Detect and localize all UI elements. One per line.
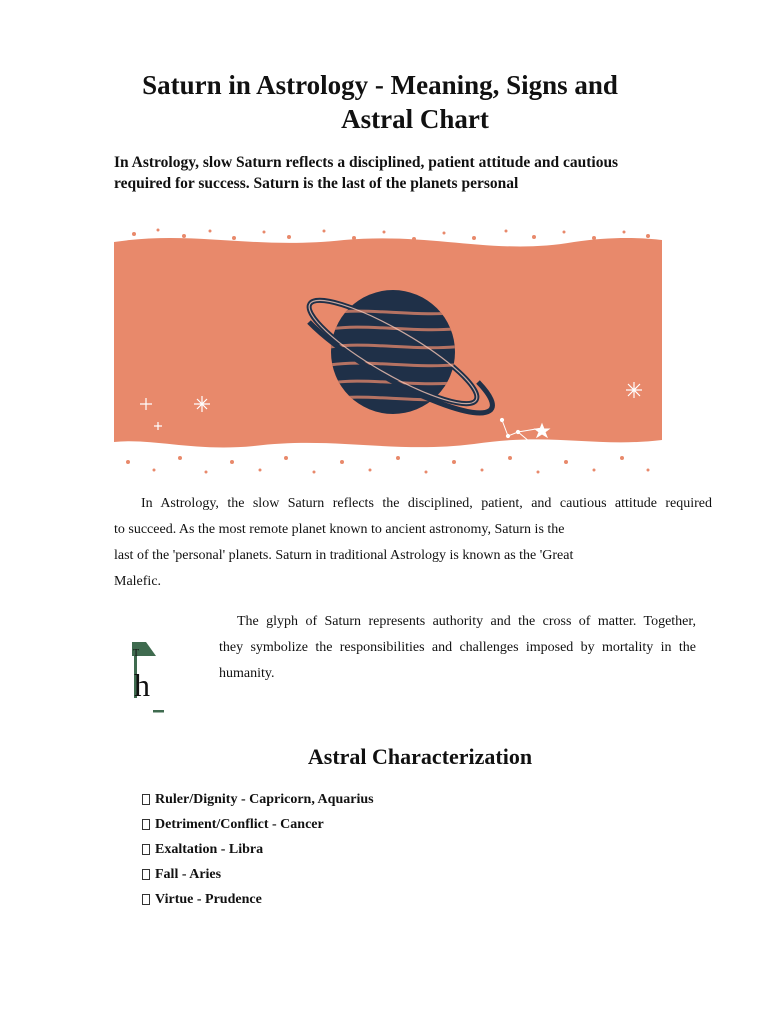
list-item (142, 837, 374, 862)
paragraph-glyph (219, 609, 696, 687)
section-heading: Astral Characterization (307, 744, 533, 769)
list-item (142, 787, 374, 812)
paragraph-intro-line: to succeed. As the most remote planet known to ancient astronomy, Saturn is the (114, 522, 565, 537)
title-line-2: Astral Chart (341, 104, 489, 134)
checkbox-icon (142, 869, 150, 880)
saturn-planet-icon (114, 226, 662, 478)
list-item (142, 887, 374, 912)
saturn-glyph-icon (128, 638, 172, 718)
checkbox-icon (142, 819, 150, 830)
paragraph-intro (114, 491, 712, 595)
list-item-label: Virtue - Prudence (155, 892, 262, 907)
paragraph-glyph-line: The glyph of Saturn represents authority and the cross of matter. Together, (237, 614, 696, 629)
list-item-label: Detriment/Conflict - Cancer (155, 817, 324, 832)
title-line-1: Saturn in Astrology - Meaning, Signs and (142, 70, 618, 100)
list-item-label: Ruler/Dignity - Capricorn, Aquarius (155, 792, 374, 807)
list-item (142, 812, 374, 837)
list-item-label: Exaltation - Libra (155, 842, 264, 857)
characterization-list (142, 787, 374, 912)
list-item-label: Fall - Aries (155, 867, 222, 882)
paragraph-intro-line: Malefic. (114, 574, 162, 589)
checkbox-icon (142, 894, 150, 905)
checkbox-icon (142, 794, 150, 805)
list-item (142, 862, 374, 887)
checkbox-icon (142, 844, 150, 855)
paragraph-intro-line: In Astrology, the slow Saturn reflects the disciplined, patient, and cautious attitude required (141, 496, 712, 511)
lead-paragraph: In Astrology, slow Saturn reflects a disciplined, patient attitude and cautious required for success. Saturn is the last of the planets personal (114, 154, 619, 192)
page-title (100, 68, 660, 136)
saturn-illustration (114, 226, 662, 478)
paragraph-glyph-line: humanity. (219, 666, 275, 681)
paragraph-glyph-line: they symbolize the responsibilities and challenges imposed by mortality in the (219, 640, 696, 655)
paragraph-intro-line: last of the 'personal' planets. Saturn in traditional Astrology is known as the 'Great (114, 548, 574, 563)
glyph-large-letter: h (134, 667, 150, 703)
glyph-small-letter: T (133, 648, 140, 659)
